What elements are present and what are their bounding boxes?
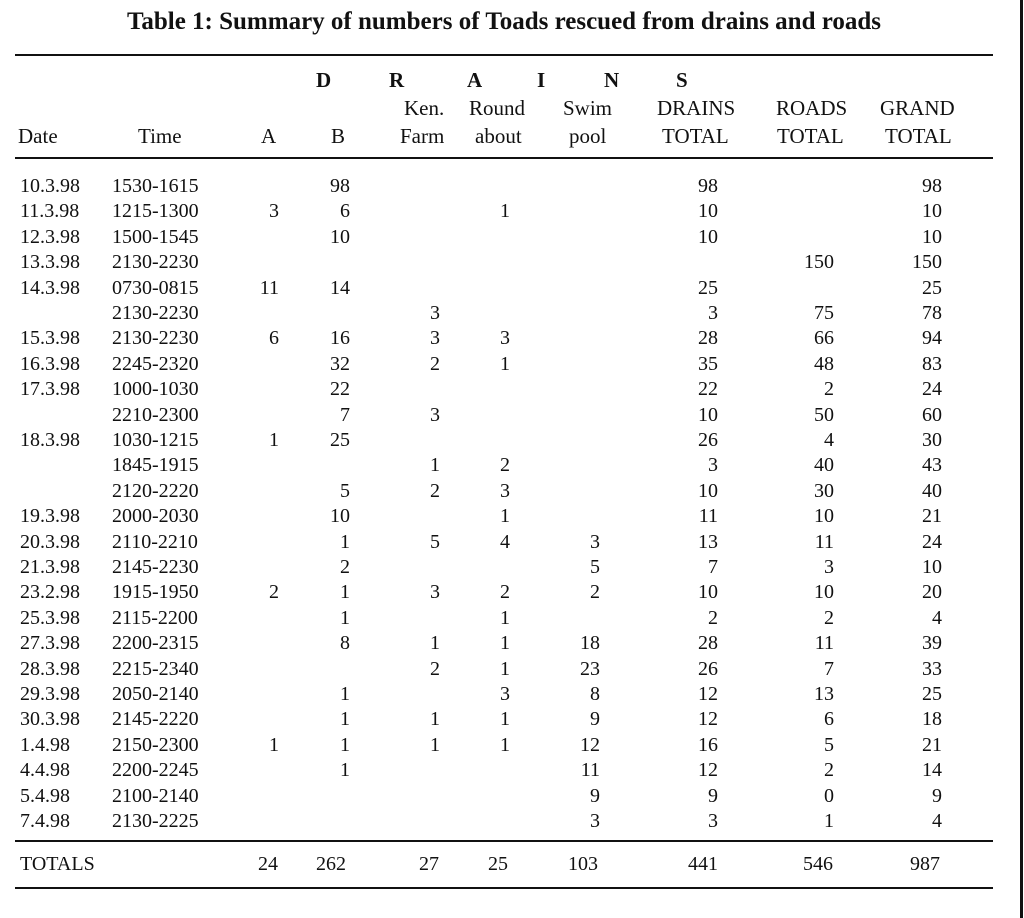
cell-time: 1915-1950 [112, 581, 199, 604]
header-drains-total-line2: TOTAL [662, 124, 729, 148]
totals-ken-farm: 27 [419, 853, 439, 875]
cell-drains-total: 13 [698, 530, 718, 553]
cell-b: 7 [340, 403, 350, 426]
page-edge-line [1020, 0, 1023, 918]
cell-time: 1030-1215 [112, 429, 199, 451]
table-row [0, 555, 1000, 580]
header-time: Time [138, 124, 182, 148]
totals-roads: 546 [803, 853, 833, 875]
cell-swim-pool: 5 [590, 556, 600, 578]
header-bottom-rule [15, 157, 993, 159]
cell-roundabout: 3 [500, 327, 510, 350]
cell-swim-pool: 23 [580, 657, 600, 680]
cell-date: 1.4.98 [20, 733, 70, 756]
cell-roads-total: 150 [804, 251, 834, 274]
table-row [0, 428, 1000, 453]
table-row [0, 580, 1000, 605]
header-roundabout-line1: Round [469, 96, 526, 120]
cell-b: 1 [340, 581, 350, 604]
cell-grand-total: 60 [922, 403, 942, 426]
cell-time: 2000-2030 [112, 505, 199, 528]
header-grand-total-line2: TOTAL [885, 124, 952, 148]
cell-b: 2 [340, 556, 350, 578]
cell-roads-total: 2 [824, 759, 834, 782]
cell-b: 1 [340, 759, 350, 782]
cell-roads-total: 50 [814, 403, 834, 426]
cell-roads-total: 4 [824, 429, 834, 451]
cell-swim-pool: 3 [590, 530, 600, 553]
cell-date: 29.3.98 [20, 683, 80, 705]
cell-grand-total: 18 [922, 708, 942, 731]
cell-ken-farm: 5 [430, 530, 440, 553]
cell-b: 32 [330, 352, 350, 375]
cell-grand-total: 9 [932, 784, 942, 807]
cell-roads-total: 1 [824, 810, 834, 832]
header-swim-pool-line2: pool [569, 124, 607, 148]
cell-drains-total: 98 [698, 175, 718, 197]
cell-grand-total: 21 [922, 505, 942, 528]
cell-drains-total: 35 [698, 352, 718, 375]
header-date: Date [18, 124, 58, 148]
totals-a: 24 [258, 853, 278, 875]
cell-b: 5 [340, 479, 350, 502]
cell-drains-total: 25 [698, 276, 718, 299]
cell-date: 27.3.98 [20, 632, 80, 655]
table-row [0, 225, 1000, 250]
cell-time: 2130-2230 [112, 327, 199, 350]
cell-date: 7.4.98 [20, 810, 70, 832]
cell-grand-total: 24 [922, 530, 942, 553]
cell-grand-total: 20 [922, 581, 942, 604]
cell-grand-total: 4 [932, 606, 942, 629]
table-row [0, 631, 1000, 656]
cell-grand-total: 25 [922, 683, 942, 705]
table-row [0, 453, 1000, 478]
cell-drains-total: 26 [698, 429, 718, 451]
cell-grand-total: 10 [922, 225, 942, 248]
cell-date: 30.3.98 [20, 708, 80, 731]
cell-grand-total: 150 [912, 251, 942, 274]
cell-roads-total: 48 [814, 352, 834, 375]
cell-b: 1 [340, 683, 350, 705]
cell-roundabout: 1 [500, 200, 510, 223]
cell-time: 2145-2220 [112, 708, 199, 731]
cell-drains-total: 7 [708, 556, 718, 578]
cell-grand-total: 10 [922, 556, 942, 578]
table-bottom-rule [15, 887, 993, 889]
table-row [0, 276, 1000, 301]
cell-grand-total: 78 [922, 302, 942, 324]
cell-grand-total: 33 [922, 657, 942, 680]
cell-time: 2200-2245 [112, 759, 199, 782]
cell-roundabout: 4 [500, 530, 510, 553]
cell-date: 23.2.98 [20, 581, 80, 604]
table-row [0, 707, 1000, 732]
cell-date: 4.4.98 [20, 759, 70, 782]
cell-drains-total: 28 [698, 327, 718, 350]
table-row [0, 479, 1000, 504]
cell-time: 2145-2230 [112, 556, 199, 578]
cell-a: 6 [269, 327, 279, 350]
cell-b: 10 [330, 225, 350, 248]
drains-letter-n: N [604, 68, 620, 92]
cell-grand-total: 21 [922, 733, 942, 756]
totals-b: 262 [316, 853, 346, 875]
header-top-rule [15, 54, 993, 56]
cell-b: 1 [340, 733, 350, 756]
cell-date: 10.3.98 [20, 175, 80, 197]
drains-letter-s: S [676, 68, 688, 92]
totals-drains: 441 [688, 853, 718, 875]
cell-roads-total: 40 [814, 454, 834, 477]
cell-time: 1000-1030 [112, 378, 199, 401]
table-row [0, 733, 1000, 758]
cell-drains-total: 12 [698, 708, 718, 731]
cell-b: 25 [330, 429, 350, 451]
drains-letter-d: D [316, 68, 332, 92]
totals-grand: 987 [910, 853, 940, 875]
cell-swim-pool: 18 [580, 632, 600, 655]
totals-top-rule [15, 840, 993, 842]
cell-roundabout: 2 [500, 581, 510, 604]
cell-roads-total: 0 [824, 784, 834, 807]
cell-date: 18.3.98 [20, 429, 80, 451]
table-row [0, 403, 1000, 428]
totals-swim-pool: 103 [568, 853, 598, 875]
cell-time: 2120-2220 [112, 479, 199, 502]
cell-b: 22 [330, 378, 350, 401]
table-row [0, 606, 1000, 631]
cell-ken-farm: 3 [430, 403, 440, 426]
cell-time: 1215-1300 [112, 200, 199, 223]
header-roads-total-line1: ROADS [776, 96, 848, 120]
cell-b: 10 [330, 505, 350, 528]
cell-drains-total: 26 [698, 657, 718, 680]
cell-date: 21.3.98 [20, 556, 80, 578]
cell-roads-total: 7 [824, 657, 834, 680]
cell-ken-farm: 2 [430, 657, 440, 680]
table-row [0, 682, 1000, 707]
cell-drains-total: 10 [698, 403, 718, 426]
cell-time: 2210-2300 [112, 403, 199, 426]
cell-time: 1500-1545 [112, 225, 199, 248]
cell-a: 11 [259, 276, 279, 299]
cell-swim-pool: 3 [590, 810, 600, 832]
cell-ken-farm: 1 [430, 632, 440, 655]
cell-roundabout: 1 [500, 708, 510, 731]
cell-drains-total: 2 [708, 606, 718, 629]
cell-grand-total: 98 [922, 175, 942, 197]
cell-b: 8 [340, 632, 350, 655]
cell-swim-pool: 8 [590, 683, 600, 705]
cell-drains-total: 16 [698, 733, 718, 756]
cell-b: 98 [330, 175, 350, 197]
cell-roads-total: 10 [814, 505, 834, 528]
cell-swim-pool: 2 [590, 581, 600, 604]
cell-b: 16 [330, 327, 350, 350]
cell-grand-total: 10 [922, 200, 942, 223]
cell-time: 1530-1615 [112, 175, 199, 197]
cell-drains-total: 28 [698, 632, 718, 655]
table-row [0, 326, 1000, 351]
cell-grand-total: 94 [922, 327, 942, 350]
cell-date: 28.3.98 [20, 657, 80, 680]
totals-roundabout: 25 [488, 853, 508, 875]
cell-ken-farm: 3 [430, 581, 440, 604]
cell-roads-total: 75 [814, 302, 834, 324]
cell-time: 2130-2225 [112, 810, 199, 832]
cell-drains-total: 11 [698, 505, 718, 528]
totals-row [0, 852, 1000, 877]
cell-date: 17.3.98 [20, 378, 80, 401]
cell-grand-total: 14 [922, 759, 942, 782]
cell-roads-total: 66 [814, 327, 834, 350]
cell-roundabout: 1 [500, 733, 510, 756]
cell-roundabout: 3 [500, 479, 510, 502]
cell-roads-total: 11 [814, 632, 834, 655]
table-row [0, 530, 1000, 555]
cell-b: 14 [330, 276, 350, 299]
header-grand-total-line1: GRAND [880, 96, 955, 120]
cell-date: 16.3.98 [20, 352, 80, 375]
cell-roundabout: 1 [500, 352, 510, 375]
cell-date: 14.3.98 [20, 276, 80, 299]
cell-drains-total: 10 [698, 479, 718, 502]
cell-time: 2215-2340 [112, 657, 199, 680]
cell-date: 20.3.98 [20, 530, 80, 553]
cell-grand-total: 39 [922, 632, 942, 655]
cell-ken-farm: 1 [430, 708, 440, 731]
header-roundabout-line2: about [475, 124, 522, 148]
cell-time: 2115-2200 [112, 606, 198, 629]
table-row [0, 352, 1000, 377]
drains-letter-r: R [389, 68, 405, 92]
cell-drains-total: 12 [698, 683, 718, 705]
cell-b: 6 [340, 200, 350, 223]
cell-roads-total: 5 [824, 733, 834, 756]
table-row [0, 199, 1000, 224]
table-row [0, 504, 1000, 529]
header-ken-farm-line2: Farm [400, 124, 445, 148]
totals-label: TOTALS [20, 853, 95, 875]
cell-roundabout: 1 [500, 606, 510, 629]
drains-letter-a: A [467, 68, 483, 92]
cell-b: 1 [340, 708, 350, 731]
cell-ken-farm: 1 [430, 454, 440, 477]
cell-grand-total: 83 [922, 352, 942, 375]
cell-roads-total: 2 [824, 378, 834, 401]
drains-letter-i: I [537, 68, 546, 92]
cell-drains-total: 10 [698, 581, 718, 604]
header-swim-pool-line1: Swim [563, 96, 613, 120]
cell-a: 3 [269, 200, 279, 223]
table-row [0, 301, 1000, 326]
cell-drains-total: 3 [708, 810, 718, 832]
cell-swim-pool: 12 [580, 733, 600, 756]
cell-roundabout: 1 [500, 505, 510, 528]
cell-date: 11.3.98 [20, 200, 80, 223]
cell-date: 12.3.98 [20, 225, 80, 248]
cell-roads-total: 6 [824, 708, 834, 731]
cell-grand-total: 25 [922, 276, 942, 299]
header-roads-total-line2: TOTAL [777, 124, 844, 148]
cell-b: 1 [340, 530, 350, 553]
cell-ken-farm: 2 [430, 479, 440, 502]
cell-time: 1845-1915 [112, 454, 199, 477]
cell-time: 2200-2315 [112, 632, 199, 655]
cell-swim-pool: 9 [590, 708, 600, 731]
cell-roads-total: 30 [814, 479, 834, 502]
cell-time: 2130-2230 [112, 251, 199, 274]
cell-date: 15.3.98 [20, 327, 80, 350]
header-ken-farm-line1: Ken. [404, 96, 445, 120]
cell-time: 2100-2140 [112, 784, 199, 807]
cell-time: 2150-2300 [112, 733, 199, 756]
cell-roundabout: 2 [500, 454, 510, 477]
cell-a: 1 [269, 429, 279, 451]
cell-time: 2110-2210 [112, 530, 198, 553]
cell-date: 19.3.98 [20, 505, 80, 528]
cell-drains-total: 3 [708, 454, 718, 477]
cell-roads-total: 2 [824, 606, 834, 629]
table-row [0, 809, 1000, 834]
cell-a: 2 [269, 581, 279, 604]
cell-drains-total: 10 [698, 225, 718, 248]
cell-time: 2245-2320 [112, 352, 199, 375]
cell-drains-total: 10 [698, 200, 718, 223]
cell-roads-total: 13 [814, 683, 834, 705]
cell-drains-total: 12 [698, 759, 718, 782]
table-title: Table 1: Summary of numbers of Toads rescued from drains and roads [126, 8, 882, 35]
table-row [0, 174, 1000, 199]
cell-grand-total: 40 [922, 479, 942, 502]
table-row [0, 377, 1000, 402]
cell-drains-total: 22 [698, 378, 718, 401]
cell-grand-total: 30 [922, 429, 942, 451]
cell-ken-farm: 1 [430, 733, 440, 756]
cell-ken-farm: 3 [430, 302, 440, 324]
header-drains-total-line1: DRAINS [657, 96, 736, 120]
cell-roundabout: 3 [500, 683, 510, 705]
cell-date: 13.3.98 [20, 251, 80, 274]
table-row [0, 758, 1000, 783]
cell-b: 1 [340, 606, 350, 629]
cell-roundabout: 1 [500, 657, 510, 680]
cell-roads-total: 11 [814, 530, 834, 553]
cell-time: 0730-0815 [112, 276, 199, 299]
cell-a: 1 [269, 733, 279, 756]
cell-date: 5.4.98 [20, 784, 70, 807]
header-a: A [261, 124, 277, 148]
cell-time: 2130-2230 [112, 302, 199, 324]
header-b: B [331, 124, 346, 148]
cell-drains-total: 9 [708, 784, 718, 807]
cell-grand-total: 4 [932, 810, 942, 832]
cell-swim-pool: 9 [590, 784, 600, 807]
cell-ken-farm: 3 [430, 327, 440, 350]
table-row [0, 250, 1000, 275]
table-row [0, 784, 1000, 809]
cell-time: 2050-2140 [112, 683, 199, 705]
cell-swim-pool: 11 [580, 759, 600, 782]
cell-drains-total: 3 [708, 302, 718, 324]
cell-roads-total: 10 [814, 581, 834, 604]
cell-roads-total: 3 [824, 556, 834, 578]
cell-date: 25.3.98 [20, 606, 80, 629]
cell-grand-total: 43 [922, 454, 942, 477]
cell-ken-farm: 2 [430, 352, 440, 375]
cell-grand-total: 24 [922, 378, 942, 401]
cell-roundabout: 1 [500, 632, 510, 655]
table-row [0, 657, 1000, 682]
